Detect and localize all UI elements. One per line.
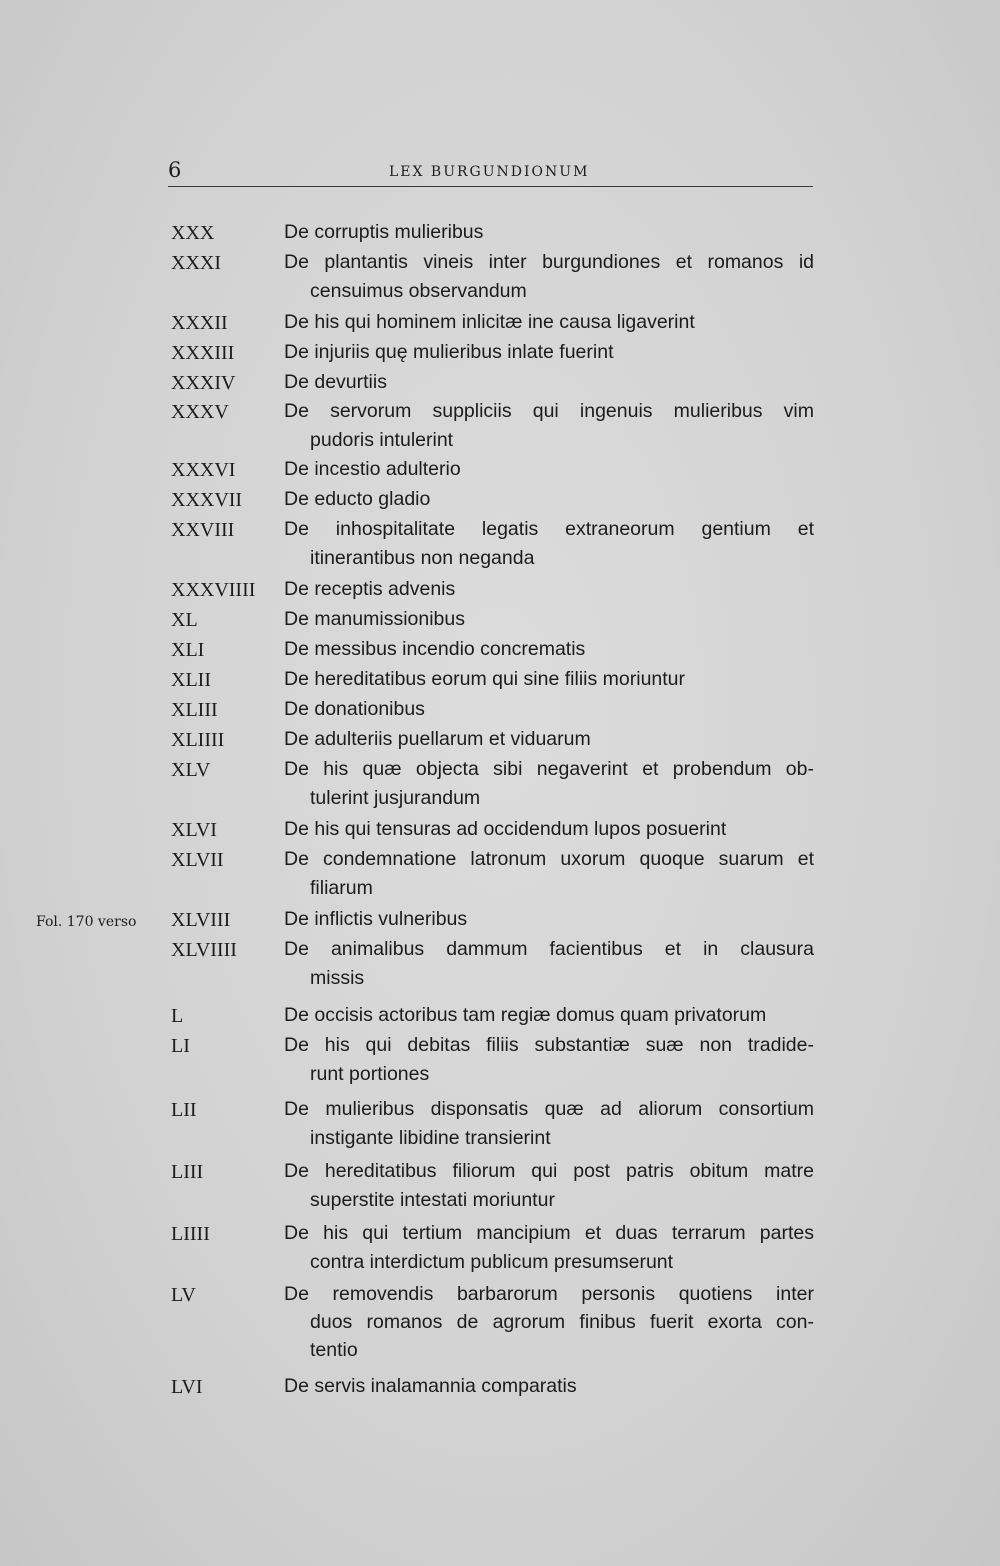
chapter-title-line: De servorum suppliciis qui ingenuis mulieribus vim: [284, 400, 814, 422]
chapter-title: [284, 695, 814, 724]
chapter-title-line: De plantantis vineis inter burgundiones et romanos id: [284, 251, 814, 273]
chapter-number: XXXIII: [171, 342, 235, 364]
chapter-number: XXX: [171, 222, 215, 244]
chapter-title-line: De removendis barbarorum personis quotiens inter: [284, 1283, 814, 1305]
chapter-title-line: censuimus observandum: [310, 280, 527, 302]
chapter-title-line: De his quæ objecta sibi negaverint et probendum ob-: [284, 758, 814, 780]
chapter-number: XXXI: [171, 252, 221, 274]
chapter-title: [284, 397, 814, 455]
chapter-title-line: De messibus incendio concrematis: [284, 638, 586, 660]
chapter-number: XLVII: [171, 849, 224, 871]
chapter-number: LI: [171, 1035, 190, 1057]
chapter-title: [284, 368, 814, 397]
chapter-title: [284, 338, 814, 367]
chapter-title: [284, 1031, 814, 1089]
chapter-title: [284, 485, 814, 514]
chapter-title-line: De condemnatione latronum uxorum quoque suarum et: [284, 848, 814, 870]
chapter-number: XLIII: [171, 699, 218, 721]
chapter-title-line: De adulteriis puellarum et viduarum: [284, 728, 591, 750]
chapter-title-line: tulerint jusjurandum: [310, 787, 481, 809]
chapter-number: LII: [171, 1099, 197, 1121]
chapter-title: [284, 605, 814, 634]
chapter-title-line: instigante libidine transierint: [310, 1127, 551, 1149]
running-title: LEX BURGUNDIONUM: [389, 164, 590, 180]
chapter-title: [284, 935, 814, 993]
chapter-number: LIIII: [171, 1223, 210, 1245]
chapter-title-line: De corruptis mulieribus: [284, 221, 484, 243]
chapter-title: [284, 665, 814, 694]
running-head: [168, 158, 813, 182]
chapter-number: XLV: [171, 759, 211, 781]
chapter-title-line: De animalibus dammum facientibus et in clausura: [284, 938, 814, 960]
chapter-number: XXXIV: [171, 372, 236, 394]
chapter-title-line: De mulieribus disponsatis quæ ad aliorum consortium: [284, 1098, 814, 1120]
chapter-title: [284, 308, 814, 337]
chapter-title: [284, 515, 814, 573]
chapter-title-line: De his qui debitas filiis substantiæ suæ non tradide-: [284, 1034, 814, 1056]
chapter-number: LV: [171, 1284, 196, 1306]
chapter-title: [284, 1095, 814, 1153]
chapter-title: [284, 1001, 814, 1030]
chapter-title-line: De hereditatibus filiorum qui post patris obitum matre: [284, 1160, 814, 1182]
chapter-number: XXVIII: [171, 519, 235, 541]
header-rule: [168, 186, 813, 187]
chapter-title-line: pudoris intulerint: [310, 429, 454, 451]
chapter-title-line: tentio: [310, 1339, 358, 1361]
chapter-number: XXXVIIII: [171, 579, 256, 601]
chapter-title-line: De devurtiis: [284, 371, 387, 393]
margin-note: Fol. 170 verso: [36, 914, 137, 930]
chapter-title-line: De hereditatibus eorum qui sine filiis moriuntur: [284, 668, 686, 690]
chapter-number: L: [171, 1005, 184, 1027]
chapter-number: XLIIII: [171, 729, 225, 751]
chapter-number: XXXVII: [171, 489, 243, 511]
chapter-number: XXXII: [171, 312, 228, 334]
chapter-title-line: De his qui tertium mancipium et duas terrarum partes: [284, 1222, 814, 1244]
chapter-title-line: De incestio adulterio: [284, 458, 461, 480]
chapter-title-line: De educto gladio: [284, 488, 431, 510]
chapter-title: [284, 575, 814, 604]
chapter-title: [284, 1372, 814, 1401]
chapter-title-line: De his qui tensuras ad occidendum lupos posuerint: [284, 818, 727, 840]
chapter-title-line: itinerantibus non neganda: [310, 547, 535, 569]
chapter-number: LVI: [171, 1376, 203, 1398]
chapter-number: XL: [171, 609, 198, 631]
chapter-title: [284, 635, 814, 664]
chapter-number: XXXVI: [171, 459, 236, 481]
chapter-number: XLVIIII: [171, 939, 237, 961]
chapter-title: [284, 725, 814, 754]
chapter-title-line: duos romanos de agrorum finibus fuerit exorta con-: [310, 1311, 814, 1333]
chapter-title-line: missis: [310, 967, 365, 989]
chapter-title-line: De occisis actoribus tam regiæ domus quam privatorum: [284, 1004, 767, 1026]
chapter-title: [284, 845, 814, 903]
chapter-title: [284, 815, 814, 844]
chapter-number: XLI: [171, 639, 205, 661]
chapter-title-line: De inflictis vulneribus: [284, 908, 468, 930]
chapter-title-line: superstite intestati moriuntur: [310, 1189, 555, 1211]
chapter-title-line: De his qui hominem inlicitæ ine causa ligaverint: [284, 311, 695, 333]
chapter-title-line: De inhospitalitate legatis extraneorum gentium et: [284, 518, 814, 540]
chapter-title: [284, 455, 814, 484]
chapter-title: [284, 1280, 814, 1364]
chapter-number: LIII: [171, 1161, 204, 1183]
chapter-title-line: De injuriis quę mulieribus inlate fuerint: [284, 341, 614, 363]
chapter-title-line: De receptis advenis: [284, 578, 456, 600]
page-number: 6: [168, 158, 182, 182]
chapter-number: XLVI: [171, 819, 217, 841]
chapter-title-line: De manumissionibus: [284, 608, 465, 630]
chapter-title-line: contra interdictum publicum presumserunt: [310, 1251, 674, 1273]
chapter-title: [284, 1219, 814, 1277]
chapter-title-line: De servis inalamannia comparatis: [284, 1375, 577, 1397]
chapter-title: [284, 755, 814, 813]
chapter-title: [284, 248, 814, 306]
chapter-title-line: De donationibus: [284, 698, 425, 720]
chapter-number: XLVIII: [171, 909, 231, 931]
chapter-title: [284, 905, 814, 934]
chapter-title: [284, 1157, 814, 1215]
chapter-title-line: runt portiones: [310, 1063, 430, 1085]
chapter-title-line: filiarum: [310, 877, 373, 899]
chapter-number: XXXV: [171, 401, 229, 423]
chapter-title: [284, 218, 814, 247]
chapter-number: XLII: [171, 669, 211, 691]
